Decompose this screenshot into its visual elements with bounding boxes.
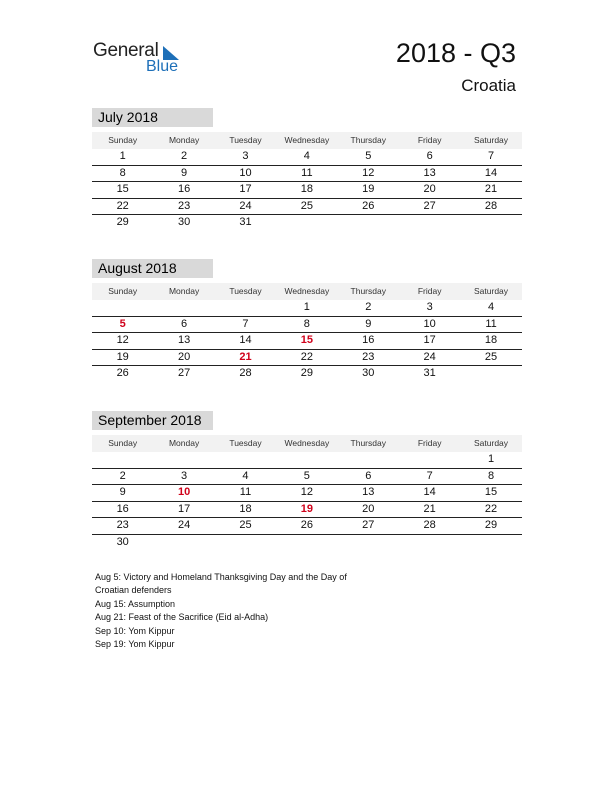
day-cell: 23 [177, 199, 191, 212]
month-july [92, 108, 522, 231]
day-cell: 5 [303, 469, 310, 482]
weekday-label: Friday [417, 135, 442, 145]
day-cell: 6 [426, 150, 433, 162]
day-cell: 26 [300, 519, 313, 531]
day-cell [460, 535, 521, 551]
day-cell: 16 [116, 502, 129, 515]
day-cell: 17 [177, 502, 191, 515]
day-cell [460, 215, 521, 231]
month-label: August 2018 [92, 259, 213, 278]
holiday-day-cell: 19 [300, 502, 313, 515]
weekday-label: Thursday [350, 135, 386, 145]
day-cell: 6 [365, 469, 372, 482]
week-row [92, 485, 522, 502]
day-cell: 14 [239, 334, 252, 346]
month-label: July 2018 [92, 108, 213, 127]
day-cell: 27 [362, 519, 375, 531]
country-label: Croatia [461, 76, 516, 95]
day-cell: 25 [300, 199, 313, 212]
day-cell: 22 [300, 350, 313, 363]
day-cell: 15 [116, 183, 129, 195]
day-cell: 19 [362, 183, 375, 195]
note-line: Sep 10: Yom Kippur [95, 625, 175, 636]
day-cell [399, 535, 460, 551]
day-cell: 31 [423, 367, 436, 379]
day-cell: 25 [484, 350, 498, 363]
day-cell: 5 [365, 150, 372, 162]
day-cell: 26 [116, 367, 129, 379]
day-cell: 14 [484, 166, 498, 179]
day-cell: 29 [300, 367, 313, 379]
logo-text-general: General [93, 40, 159, 61]
weekday-label: Saturday [474, 286, 509, 296]
weekday-label: Sunday [108, 286, 138, 296]
day-cell [215, 535, 276, 551]
day-cell: 21 [423, 502, 436, 515]
day-cell: 4 [487, 301, 495, 313]
week-grid [92, 300, 522, 382]
day-cell: 30 [362, 367, 375, 379]
note-line: Aug 21: Feast of the Sacrifice (Eid al-Adha) [95, 612, 269, 623]
day-cell: 13 [362, 486, 375, 498]
weekday-label: Wednesday [284, 135, 330, 145]
day-cell: 24 [423, 350, 436, 363]
holiday-day-cell: 10 [177, 486, 191, 498]
day-cell: 1 [303, 301, 310, 313]
week-grid [92, 452, 522, 550]
day-cell: 11 [485, 317, 497, 330]
weekday-label: Sunday [108, 135, 138, 145]
day-cell: 8 [487, 469, 495, 482]
weekday-header [92, 283, 522, 300]
day-cell: 18 [484, 334, 498, 346]
note-line: Sep 19: Yom Kippur [95, 639, 175, 650]
day-cell: 14 [423, 486, 436, 498]
day-cell: 3 [181, 469, 188, 482]
week-grid [92, 149, 522, 231]
day-cell [399, 452, 460, 468]
holiday-day-cell: 15 [300, 334, 313, 346]
weekday-label: Monday [168, 438, 200, 448]
day-cell: 26 [362, 199, 375, 212]
logo-text-blue: Blue [146, 58, 179, 75]
day-cell: 9 [181, 166, 188, 179]
holiday-day-cell: 5 [119, 317, 126, 330]
day-cell: 17 [239, 183, 252, 195]
day-cell [215, 300, 276, 316]
note-line: Aug 15: Assumption [95, 598, 176, 609]
weekday-label: Saturday [474, 438, 509, 448]
weekday-label: Wednesday [284, 286, 330, 296]
month-september [92, 411, 522, 550]
day-cell: 11 [239, 486, 252, 498]
day-cell [276, 215, 337, 231]
week-row [92, 535, 522, 551]
week-row [92, 452, 522, 469]
day-cell: 2 [365, 301, 372, 313]
week-row [92, 518, 522, 535]
day-cell [460, 366, 521, 382]
holiday-day-cell: 21 [239, 350, 252, 363]
day-cell: 13 [177, 334, 191, 346]
day-cell: 2 [181, 150, 188, 162]
day-cell: 17 [423, 334, 436, 346]
day-cell [92, 452, 153, 468]
day-cell: 30 [116, 535, 129, 548]
week-row [92, 300, 522, 317]
day-cell [92, 300, 153, 316]
day-cell: 15 [484, 486, 498, 498]
day-cell: 2 [119, 469, 126, 482]
day-cell: 23 [362, 350, 375, 363]
day-cell: 18 [239, 502, 252, 515]
week-row [92, 182, 522, 199]
day-cell: 22 [484, 502, 498, 515]
weekday-label: Wednesday [284, 438, 330, 448]
day-cell: 21 [484, 183, 498, 195]
month-august [92, 259, 522, 382]
day-cell: 10 [423, 317, 436, 330]
day-cell: 18 [300, 183, 313, 195]
day-cell: 16 [177, 183, 191, 195]
weekday-label: Sunday [108, 438, 138, 448]
day-cell: 7 [242, 317, 249, 330]
day-cell: 8 [303, 317, 310, 330]
day-cell: 27 [177, 367, 191, 379]
weekday-label: Thursday [350, 438, 386, 448]
day-cell: 31 [239, 216, 252, 228]
weekday-header [92, 435, 522, 452]
weekday-header [92, 132, 522, 149]
day-cell: 30 [177, 216, 191, 228]
day-cell: 4 [303, 150, 310, 162]
note-line: Croatian defenders [95, 585, 172, 596]
month-label: September 2018 [92, 411, 213, 430]
week-row [92, 149, 522, 166]
holiday-notes [95, 571, 425, 651]
day-cell: 23 [116, 519, 129, 531]
day-cell: 24 [177, 519, 191, 531]
day-cell: 11 [301, 166, 313, 179]
weekday-label: Monday [168, 286, 200, 296]
week-row [92, 215, 522, 231]
day-cell [153, 300, 214, 316]
day-cell: 9 [365, 317, 372, 330]
day-cell [338, 535, 399, 551]
day-cell: 7 [426, 469, 433, 482]
week-row [92, 199, 522, 216]
day-cell [399, 215, 460, 231]
day-cell: 16 [362, 334, 375, 346]
day-cell: 27 [423, 199, 436, 212]
weekday-label: Friday [417, 286, 442, 296]
day-cell: 12 [362, 166, 375, 179]
weekday-label: Friday [417, 438, 442, 448]
week-row [92, 502, 522, 519]
week-row [92, 166, 522, 183]
day-cell [338, 452, 399, 468]
day-cell [276, 452, 337, 468]
day-cell: 20 [177, 350, 191, 363]
week-row [92, 350, 522, 367]
day-cell: 3 [242, 150, 249, 162]
week-row [92, 333, 522, 350]
day-cell [215, 452, 276, 468]
day-cell: 1 [119, 150, 126, 162]
day-cell: 3 [426, 301, 433, 313]
note-line: Aug 5: Victory and Homeland Thanksgiving Day and the Day of [95, 572, 347, 582]
weekday-label: Monday [168, 135, 200, 145]
day-cell: 20 [423, 183, 436, 195]
day-cell [338, 215, 399, 231]
logo [93, 40, 193, 80]
weekday-label: Saturday [474, 135, 509, 145]
day-cell: 12 [300, 486, 313, 498]
day-cell: 28 [484, 199, 498, 212]
weekday-label: Tuesday [229, 286, 262, 296]
day-cell: 28 [423, 519, 436, 531]
day-cell: 19 [116, 350, 129, 363]
day-cell: 28 [239, 367, 252, 379]
day-cell: 8 [119, 166, 126, 179]
day-cell: 29 [484, 519, 498, 531]
week-row [92, 366, 522, 382]
day-cell [153, 535, 214, 551]
day-cell: 13 [423, 166, 436, 179]
day-cell: 7 [487, 150, 495, 162]
weekday-label: Thursday [350, 286, 386, 296]
day-cell [153, 452, 214, 468]
day-cell: 25 [239, 519, 252, 531]
day-cell: 12 [116, 334, 129, 346]
day-cell: 6 [181, 317, 188, 330]
day-cell: 1 [487, 453, 495, 465]
weekday-label: Tuesday [229, 135, 262, 145]
day-cell: 22 [116, 199, 129, 212]
day-cell: 10 [239, 166, 252, 179]
day-cell: 4 [242, 469, 249, 482]
day-cell [276, 535, 337, 551]
day-cell: 29 [116, 216, 129, 228]
week-row [92, 317, 522, 334]
day-cell: 20 [362, 502, 375, 515]
page-title: 2018 - Q3 [395, 38, 516, 68]
weekday-label: Tuesday [229, 438, 262, 448]
day-cell: 9 [119, 486, 126, 498]
day-cell: 24 [239, 199, 252, 212]
week-row [92, 469, 522, 486]
